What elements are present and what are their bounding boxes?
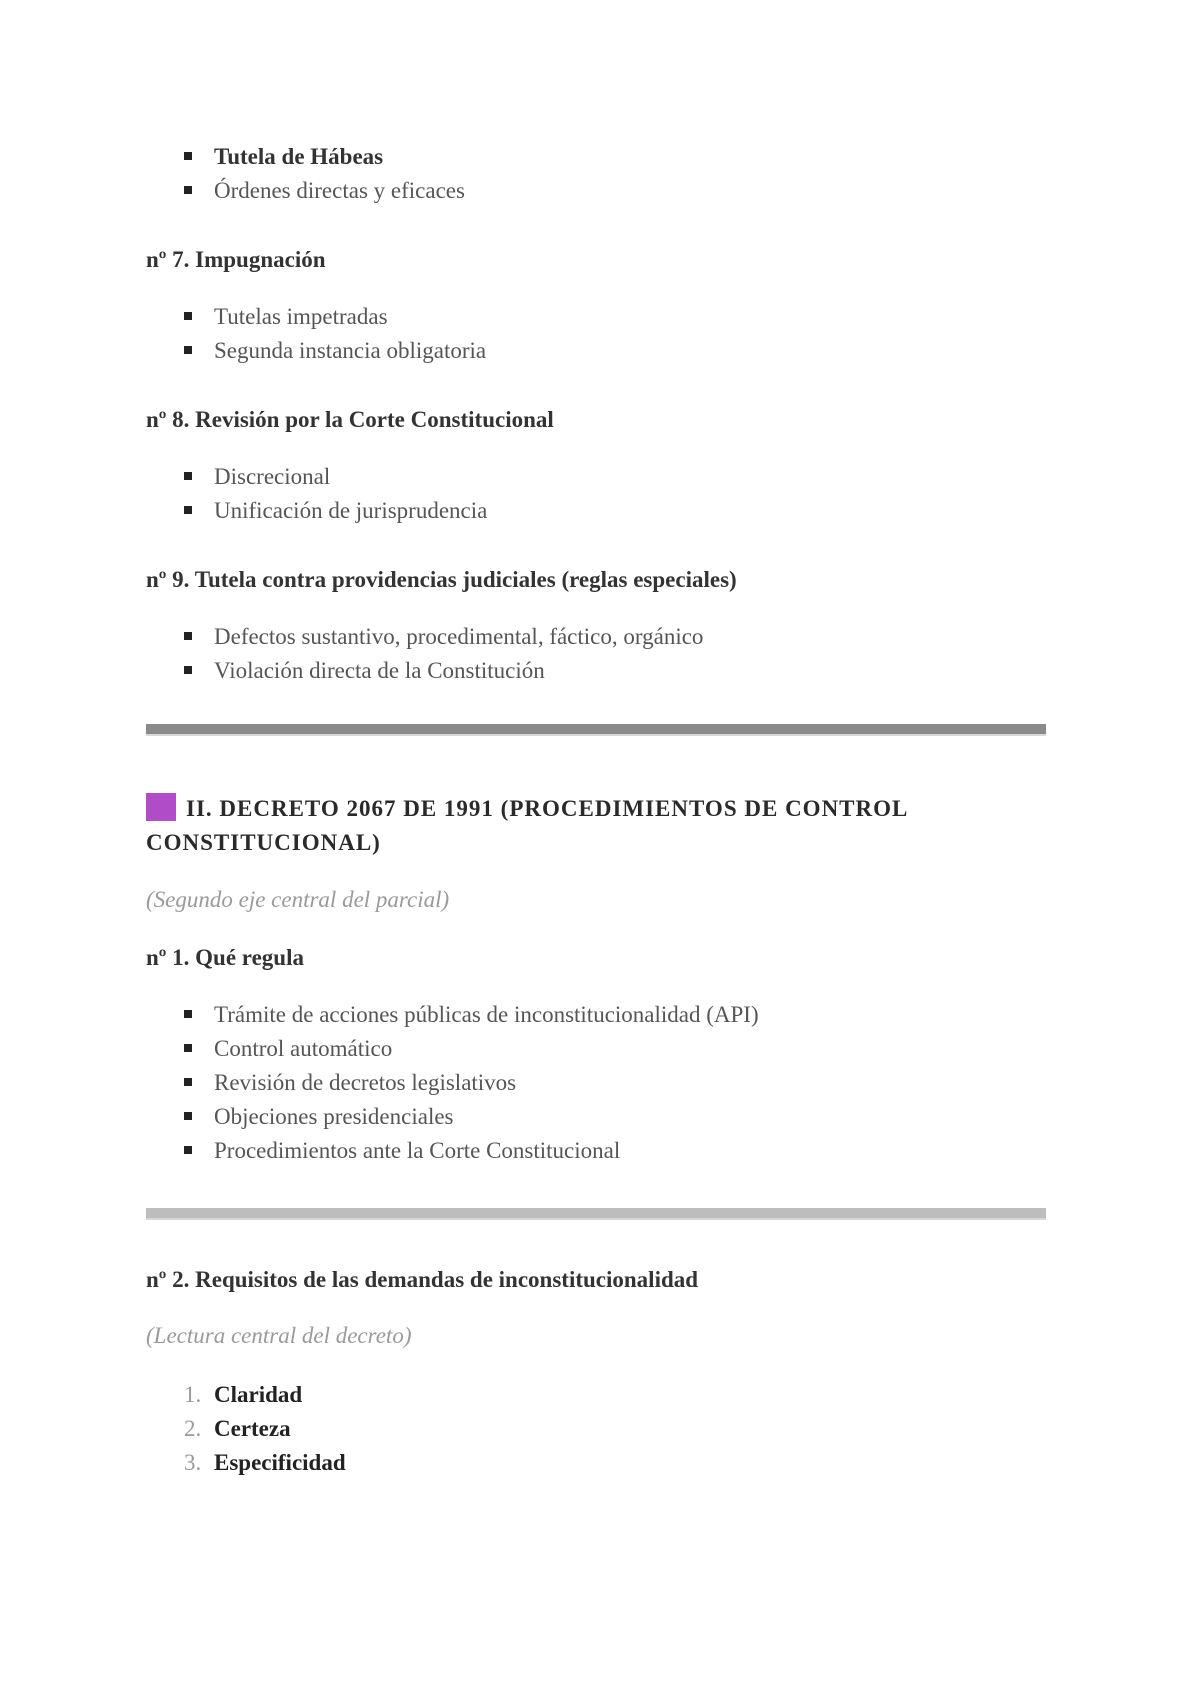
section-2-subtitle: (Lectura central del decreto): [146, 1323, 412, 1348]
section-heading-1: nº 1. Qué regula: [146, 945, 304, 970]
list-item: Procedimientos ante la Corte Constitucional: [184, 1134, 1046, 1168]
list-item: Órdenes directas y eficaces: [184, 174, 1046, 208]
list-item: Violación directa de la Constitución: [184, 654, 1046, 688]
bullet-icon: [184, 312, 192, 320]
bullet-icon: [184, 1146, 192, 1154]
list-number: 1.: [184, 1382, 202, 1407]
list-item-text: Certeza: [214, 1416, 291, 1441]
horizontal-rule: [146, 724, 1046, 736]
list-item: Discrecional: [184, 460, 1046, 494]
bullet-icon: [184, 1044, 192, 1052]
list-item: Trámite de acciones públicas de inconstitucionalidad (API): [184, 998, 1046, 1032]
section-1-list: [146, 998, 1046, 1168]
list-item: [184, 1446, 1046, 1480]
list-item: Defectos sustantivo, procedimental, fáctico, orgánico: [184, 620, 1046, 654]
bullet-icon: [184, 1010, 192, 1018]
horizontal-rule: [146, 1208, 1046, 1220]
section-7-list: [146, 300, 1046, 368]
section-heading-9: nº 9. Tutela contra providencias judiciales (reglas especiales): [146, 567, 737, 592]
bullet-icon: [184, 1112, 192, 1120]
list-item: Revisión de decretos legislativos: [184, 1066, 1046, 1100]
top-bullet-list: [146, 140, 1046, 208]
list-number: 3.: [184, 1450, 202, 1475]
list-item: Unificación de jurisprudencia: [184, 494, 1046, 528]
bullet-icon: [184, 666, 192, 674]
list-item: Tutelas impetradas: [184, 300, 1046, 334]
list-item: Objeciones presidenciales: [184, 1100, 1046, 1134]
section-2-numbered-list: [146, 1378, 1046, 1480]
bullet-icon: [184, 472, 192, 480]
document-page: [146, 140, 1046, 1480]
list-number: 2.: [184, 1416, 202, 1441]
part-title-line-2: CONSTITUCIONAL): [146, 830, 381, 855]
part-subtitle: (Segundo eje central del parcial): [146, 887, 450, 912]
section-heading-8: nº 8. Revisión por la Corte Constitucional: [146, 407, 554, 432]
bullet-icon: [184, 152, 192, 160]
purple-square-icon: [146, 793, 176, 821]
bullet-icon: [184, 346, 192, 354]
list-item: [184, 1378, 1046, 1412]
section-9-list: [146, 620, 1046, 688]
bullet-icon: [184, 186, 192, 194]
section-heading-7: nº 7. Impugnación: [146, 247, 326, 272]
section-heading-2: nº 2. Requisitos de las demandas de inconstitucionalidad: [146, 1267, 699, 1292]
bullet-icon: [184, 632, 192, 640]
list-item: Control automático: [184, 1032, 1046, 1066]
list-item: Tutela de Hábeas: [184, 140, 1046, 174]
bullet-icon: [184, 506, 192, 514]
section-8-list: [146, 460, 1046, 528]
part-title-line-1: II. DECRETO 2067 DE 1991 (PROCEDIMIENTOS DE CONTROL: [186, 796, 909, 821]
part-title: [146, 792, 1046, 860]
list-item: Segunda instancia obligatoria: [184, 334, 1046, 368]
list-item: [184, 1412, 1046, 1446]
bullet-icon: [184, 1078, 192, 1086]
list-item-text: Claridad: [214, 1382, 303, 1407]
list-item-text: Especificidad: [214, 1450, 346, 1475]
